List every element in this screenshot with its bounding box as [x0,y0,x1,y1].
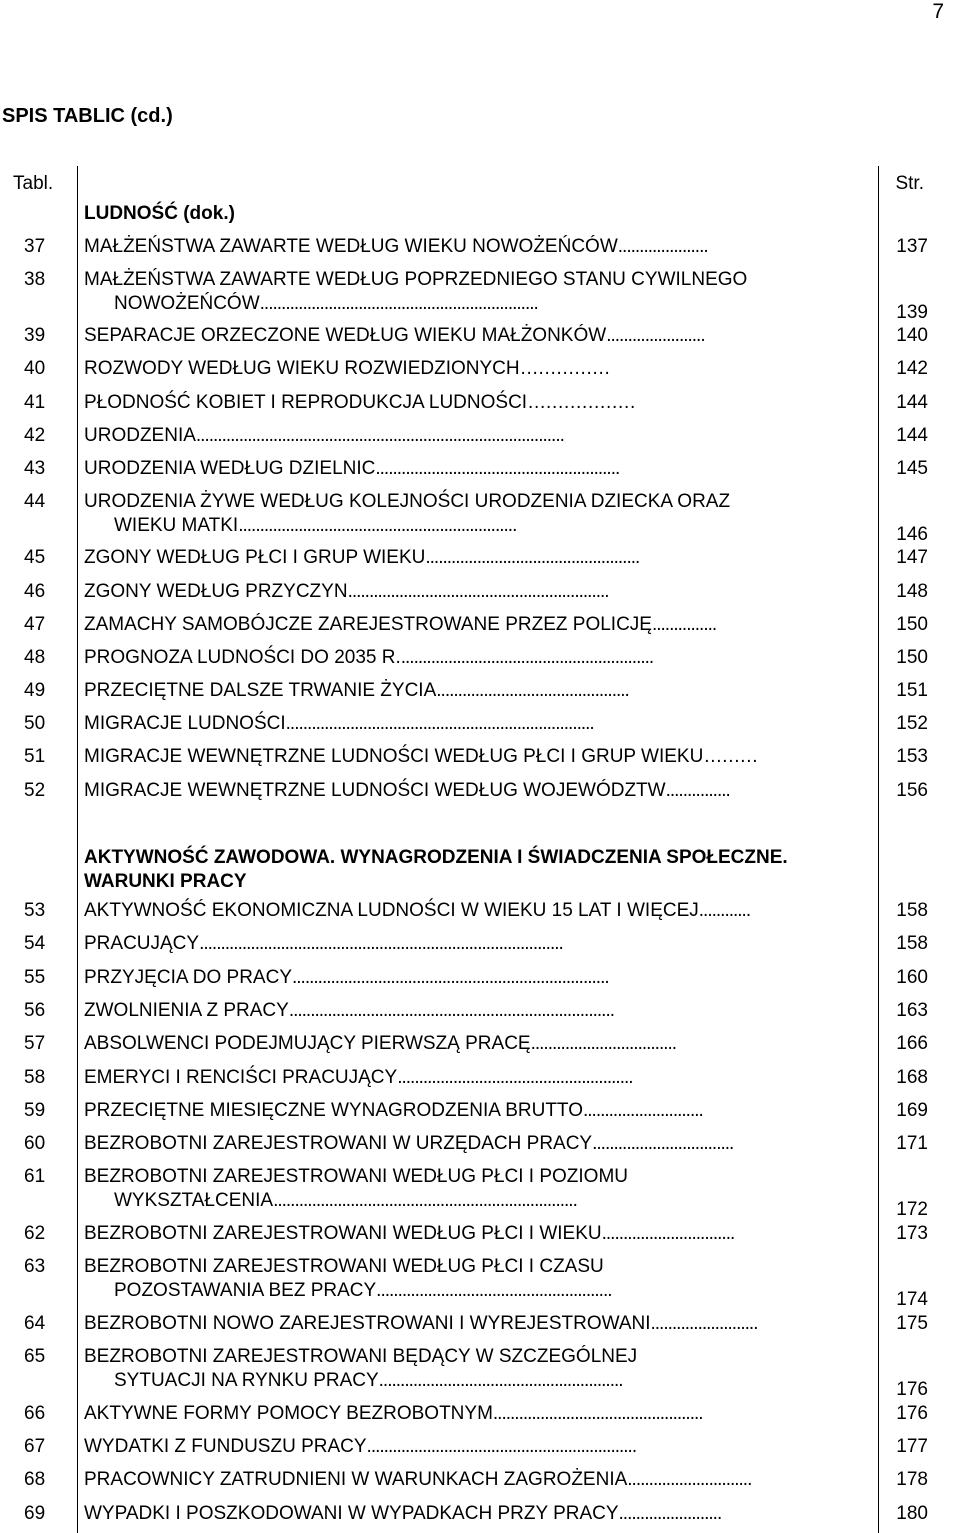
table-title-text: ZGONY WEDŁUG PŁCI I GRUP WIEKU [84,547,426,568]
table-title [84,424,854,448]
page-reference: 153 [896,746,928,767]
table-number: 38 [24,269,46,290]
dot-leader: ............ [698,900,751,921]
column-header-page: Str. [895,173,924,194]
table-title [84,1099,854,1123]
page-reference: 144 [896,392,928,413]
table-number: 62 [24,1223,46,1244]
table-title-text: ZWOLNIENIA Z PRACY [84,1000,289,1021]
dot-leader: ..................... [617,236,708,257]
dot-leader: .......................................................................... [292,967,609,988]
table-number: 37 [24,236,46,257]
page-reference: 171 [896,1133,928,1154]
table-number: 46 [24,581,46,602]
page-reference: 163 [896,1000,928,1021]
dot-leader: ...................................................................................... [195,425,564,446]
table-title [84,1312,854,1336]
dot-leader: ......................................................... [378,1370,623,1391]
page-reference: 176 [896,1403,928,1424]
dot-leader: ............................. [627,1469,752,1490]
table-number: 51 [24,746,46,767]
table-title-continuation [84,1279,854,1303]
page-reference: 142 [896,358,928,379]
page-reference: 150 [896,614,928,635]
table-number: 39 [24,325,46,346]
table-title-text: MIGRACJE WEWNĘTRZNE LUDNOŚCI WEDŁUG WOJEWÓDZTW [84,780,666,801]
table-number: 58 [24,1067,46,1088]
table-number: 68 [24,1469,46,1490]
table-title-text: ABSOLWENCI PODEJMUJĄCY PIERWSZĄ PRACĘ [84,1033,531,1054]
table-title [84,546,854,570]
page-reference: 144 [896,425,928,446]
table-title [84,679,854,703]
dot-leader: ......................... [650,1313,758,1334]
table-title-text: URODZENIA WEDŁUG DZIELNIC [84,458,376,479]
table-number: 61 [24,1166,46,1187]
column-divider-left [77,166,78,1533]
table-title [84,235,854,259]
table-title [84,1066,854,1090]
table-title-text: SEPARACJE ORZECZONE WEDŁUG WIEKU MAŁŻONKÓW [84,325,607,346]
section-heading [84,846,874,894]
table-title-text-line2: NOWOŻEŃCÓW [114,293,260,314]
table-title [84,966,854,990]
page-reference: 158 [896,933,928,954]
table-title-text: BEZROBOTNI ZAREJESTROWANI WEDŁUG PŁCI I WIEKU [84,1223,602,1244]
table-number: 66 [24,1403,46,1424]
page-reference: 176 [896,1379,928,1400]
table-title-text: PŁODNOŚĆ KOBIET I REPRODUKCJA LUDNOŚCI [84,392,528,413]
section-heading-text: LUDNOŚĆ (dok.) [84,203,235,224]
table-title-text: MAŁŻEŃSTWA ZAWARTE WEDŁUG WIEKU NOWOŻEŃCÓW [84,236,618,257]
table-number: 47 [24,614,46,635]
page-reference: 156 [896,780,928,801]
table-title [84,712,854,736]
table-title-text: BEZROBOTNI ZAREJESTROWANI WEDŁUG PŁCI I CZASU [84,1256,604,1277]
table-title-text: PRZECIĘTNE MIESIĘCZNE WYNAGRODZENIA BRUTTO [84,1100,583,1121]
table-title-text: ZGONY WEDŁUG PRZYCZYN [84,581,348,602]
table-title-text: MIGRACJE WEWNĘTRZNE LUDNOŚCI WEDŁUG PŁCI I GRUP WIEKU [84,746,704,767]
table-title [84,490,854,538]
dot-leader: ……… [703,746,758,767]
column-header-table-number: Tabl. [13,173,54,194]
table-title [84,1032,854,1056]
table-title [84,324,854,348]
table-number: 42 [24,425,46,446]
dot-leader: ............................................. [436,680,629,701]
dot-leader: ........................................................................ [285,713,594,734]
dot-leader: ............... [651,614,717,635]
page-reference: 152 [896,713,928,734]
table-title [84,779,854,803]
table-title [84,745,854,769]
page-reference: 180 [896,1503,928,1524]
table-title-text: AKTYWNE FORMY POMOCY BEZROBOTNYM [84,1403,493,1424]
table-title [84,999,854,1023]
dot-leader: ................................................................. [238,515,517,536]
table-title [84,1132,854,1156]
dot-leader: ................................................................. [259,293,538,314]
page-reference: 151 [896,680,928,701]
section-heading [84,202,874,226]
section-heading-text: AKTYWNOŚĆ ZAWODOWA. WYNAGRODZENIA I ŚWIADCZENIA SPOŁECZNE. [84,847,788,868]
table-title [84,613,854,637]
dot-leader: .................................................. [425,547,640,568]
table-title-text-line2: POZOSTAWANIA BEZ PRACY [114,1280,377,1301]
table-number: 40 [24,358,46,379]
table-number: 43 [24,458,46,479]
table-title [84,899,854,923]
table-title-continuation [84,1369,854,1393]
dot-leader: …………… [519,358,610,379]
dot-leader: ..................................................................................... [199,933,563,954]
table-title [84,932,854,956]
table-number: 57 [24,1033,46,1054]
page-reference: 147 [896,547,928,568]
table-number: 63 [24,1256,46,1277]
page-reference: 158 [896,900,928,921]
page-reference: 174 [896,1289,928,1310]
table-title-text: EMERYCI I RENCIŚCI PRACUJĄCY [84,1067,398,1088]
table-number: 45 [24,547,46,568]
table-title-text: URODZENIA ŻYWE WEDŁUG KOLEJNOŚCI URODZENIA DZIECKA ORAZ [84,491,731,512]
table-number: 67 [24,1436,46,1457]
table-title-continuation [84,514,854,538]
table-title [84,1402,854,1426]
table-title [84,268,854,316]
table-title-text: PRACUJĄCY [84,933,200,954]
page-reference: 178 [896,1469,928,1490]
page-reference: 168 [896,1067,928,1088]
page-reference: 169 [896,1100,928,1121]
table-number: 65 [24,1346,46,1367]
dot-leader: ........................ [618,1503,722,1524]
page-number: 7 [932,0,944,23]
table-number: 53 [24,900,46,921]
dot-leader: ……………… [527,392,636,413]
table-title-text: ZAMACHY SAMOBÓJCZE ZAREJESTROWANE PRZEZ POLICJĘ [84,614,652,635]
table-title-text: PROGNOZA LUDNOŚCI DO 2035 R. [84,647,401,668]
table-number: 64 [24,1313,46,1334]
dot-leader: ....................................................... [397,1067,633,1088]
table-title-text: BEZROBOTNI ZAREJESTROWANI BĘDĄCY W SZCZEGÓLNEJ [84,1346,638,1367]
page-reference: 145 [896,458,928,479]
table-title [84,580,854,604]
table-title [84,391,854,415]
table-title [84,1502,854,1526]
page-reference: 139 [896,302,928,323]
page-reference: 148 [896,581,928,602]
dot-leader: ............................................................................ [288,1000,615,1021]
table-number: 44 [24,491,46,512]
table-title [84,646,854,670]
table-title-continuation [84,292,854,316]
table-title-text-line2: SYTUACJI NA RYNKU PRACY [114,1370,379,1391]
dot-leader: ....................................................... [376,1280,612,1301]
dot-leader: ........................................................... [400,647,654,668]
table-title [84,357,854,381]
table-title-text: URODZENIA [84,425,196,446]
table-number: 50 [24,713,46,734]
table-title-continuation [84,1189,854,1213]
table-title-text: WYDATKI Z FUNDUSZU PRACY [84,1436,367,1457]
table-title-text: PRZECIĘTNE DALSZE TRWANIE ŻYCIA [84,680,437,701]
dot-leader: ............................................................... [366,1436,637,1457]
table-number: 48 [24,647,46,668]
page-reference: 166 [896,1033,928,1054]
table-title-text: ROZWODY WEDŁUG WIEKU ROZWIEDZIONYCH [84,358,520,379]
dot-leader: ............................ [582,1100,703,1121]
table-title [84,1345,854,1393]
table-title-text: MAŁŻEŃSTWA ZAWARTE WEDŁUG POPRZEDNIEGO STANU CYWILNEGO [84,269,748,290]
table-number: 60 [24,1133,46,1154]
table-title [84,1435,854,1459]
page-reference: 146 [896,524,928,545]
dot-leader: ............................... [601,1223,735,1244]
table-number: 69 [24,1503,46,1524]
table-title [84,1468,854,1492]
page-title: SPIS TABLIC (cd.) [2,105,173,127]
dot-leader: ................................. [592,1133,734,1154]
table-title-text: BEZROBOTNI ZAREJESTROWANI WEDŁUG PŁCI I POZIOMU [84,1166,629,1187]
table-title-text: BEZROBOTNI ZAREJESTROWANI W URZĘDACH PRACY [84,1133,593,1154]
page-reference: 175 [896,1313,928,1334]
page-reference: 160 [896,967,928,988]
table-number: 54 [24,933,46,954]
page-reference: 172 [896,1199,928,1220]
dot-leader: ....................... [606,325,705,346]
table-number: 55 [24,967,46,988]
page-reference: 140 [896,325,928,346]
page-reference: 137 [896,236,928,257]
table-title-text: BEZROBOTNI NOWO ZAREJESTROWANI I WYREJESTROWANI [84,1313,651,1334]
table-number: 41 [24,392,46,413]
table-number: 59 [24,1100,46,1121]
dot-leader: ............... [665,780,730,801]
table-title-text: PRZYJĘCIA DO PRACY [84,967,292,988]
table-title-text: AKTYWNOŚĆ EKONOMICZNA LUDNOŚCI W WIEKU 15 LAT I WIĘCEJ [84,900,699,921]
table-title-text: MIGRACJE LUDNOŚCI [84,713,286,734]
table-title-text: WYPADKI I POSZKODOWANI W WYPADKACH PRZY PRACY [84,1503,619,1524]
table-title [84,1165,854,1213]
page-reference: 173 [896,1223,928,1244]
table-number: 52 [24,780,46,801]
dot-leader: .................................. [530,1033,677,1054]
section-heading-text-line2: WARUNKI PRACY [84,871,247,892]
table-title [84,1255,854,1303]
table-title-text-line2: WYKSZTAŁCENIA [114,1190,274,1211]
page-reference: 177 [896,1436,928,1457]
page-reference: 150 [896,647,928,668]
dot-leader: ....................................................................... [273,1190,577,1211]
dot-leader: ................................................. [492,1403,703,1424]
table-number: 56 [24,1000,46,1021]
table-number: 49 [24,680,46,701]
table-title [84,1222,854,1246]
dot-leader: ......................................................... [375,458,620,479]
table-title [84,457,854,481]
dot-leader: ............................................................. [347,581,609,602]
table-title-text: PRACOWNICY ZATRUDNIENI W WARUNKACH ZAGROŻENIA [84,1469,628,1490]
table-title-text-line2: WIEKU MATKI [114,515,239,536]
